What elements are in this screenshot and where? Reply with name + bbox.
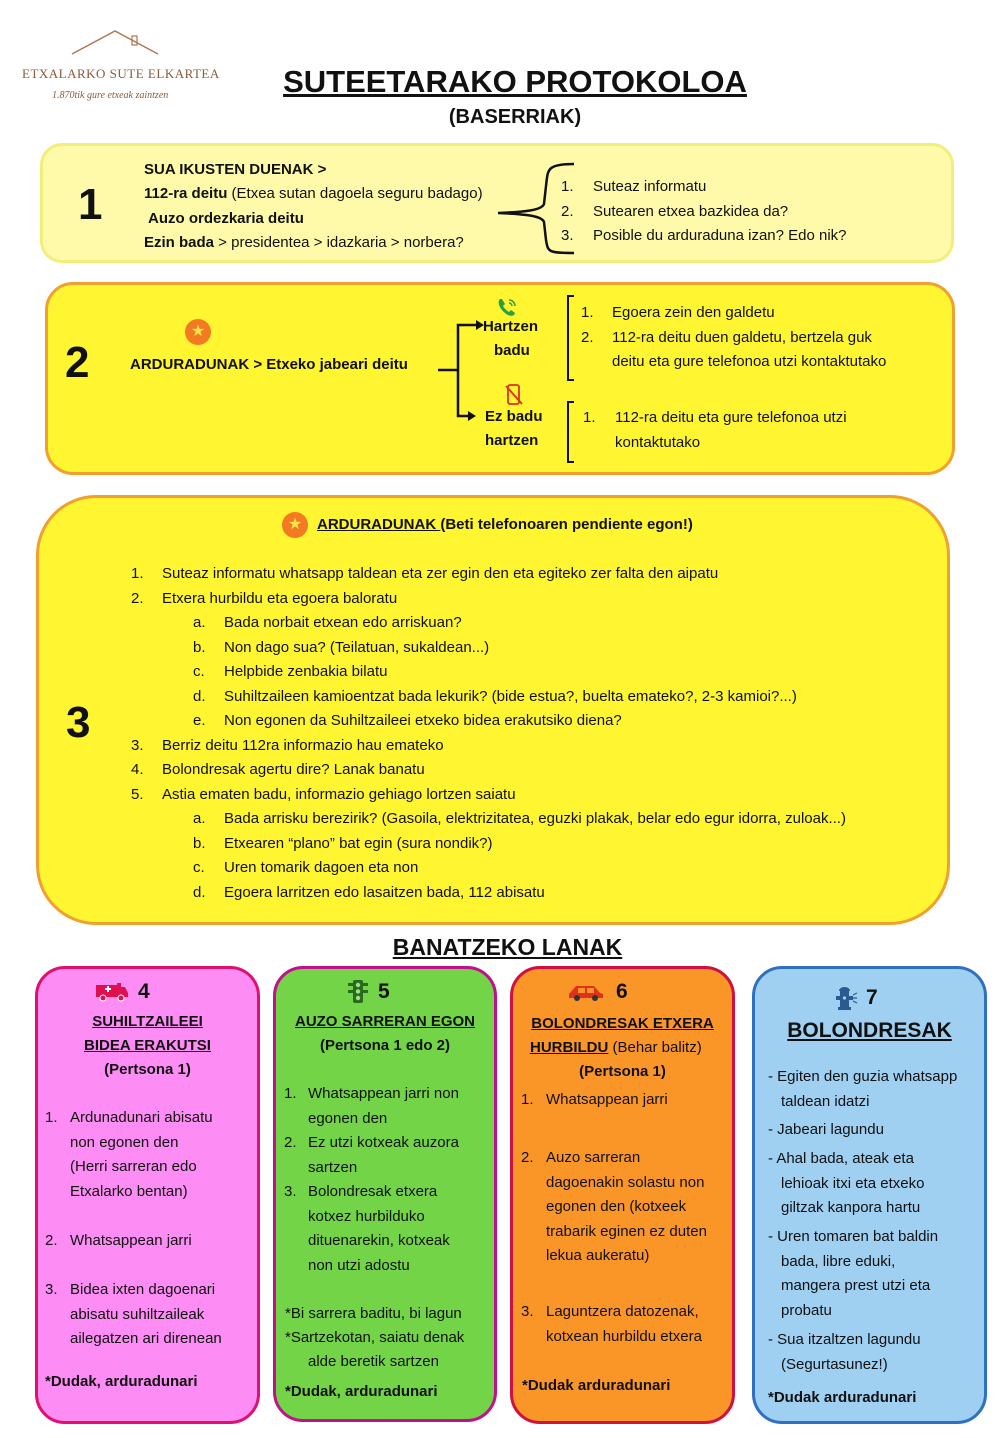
card4-item-number: 2. — [45, 1232, 58, 1249]
step1-line3: Auzo ordezkaria deitu — [148, 210, 304, 227]
card7-item-line: bada, libre eduki, — [781, 1252, 896, 1270]
step3-item-number: b. — [193, 638, 206, 656]
card7-item-line: (Segurtasunez!) — [781, 1355, 888, 1373]
step3-item: Helpbide zenbakia bilatu — [224, 663, 388, 680]
step1-item-number: 3. — [561, 227, 574, 244]
card4-item-line: Etxalarko bentan) — [70, 1182, 188, 1200]
card-6-title2: HURBILDU — [530, 1039, 609, 1056]
page-subtitle: (BASERRIAK) — [448, 106, 582, 128]
step3-heading-underlined: ARDURADUNAK — [317, 516, 441, 533]
card6-item-line: lekua aukeratu) — [546, 1247, 650, 1264]
card-6-title2-line — [530, 1036, 702, 1060]
card5-item-line: Ez utzi kotxeak auzora — [308, 1134, 459, 1151]
step1-line4-rest: > presidentea > idazkaria > norbera? — [214, 234, 464, 251]
step3-item-number: a. — [193, 810, 206, 827]
step2-number: 2 — [65, 338, 90, 387]
card6-item-number: 2. — [521, 1149, 534, 1166]
phone-off-icon — [505, 384, 523, 406]
card5-item-line: dituenarekin, kotxeak — [308, 1232, 450, 1249]
traffic-light-icon — [347, 979, 369, 1005]
step3-item: Bada norbait etxean edo arriskuan? — [224, 614, 462, 631]
card4-item-line: ailegatzen ari direnean — [70, 1330, 222, 1347]
card6-item-line: dagoenakin solastu non — [546, 1173, 705, 1191]
step1-line2-rest: (Etxea sutan dagoela seguru badago) — [227, 185, 483, 202]
card7-item-line: - Egiten den guzia whatsapp — [768, 1068, 958, 1085]
card6-item-line: Auzo sarreran — [546, 1149, 641, 1166]
card-4-note: *Dudak, arduradunari — [45, 1373, 198, 1390]
step1-item: Suteaz informatu — [593, 178, 707, 195]
step2-no-item-number: 1. — [583, 409, 596, 426]
card-6-who: (Pertsona 1) — [579, 1063, 666, 1080]
step2-no-item: 112-ra deitu eta gure telefonoa utzi — [615, 409, 847, 426]
branch-yes-line2: badu — [494, 342, 530, 359]
step1-item: Sutearen etxea bazkidea da? — [593, 202, 789, 220]
card5-item-line: non utzi adostu — [308, 1256, 410, 1274]
step3-heading — [317, 513, 693, 537]
step1-line1: SUA IKUSTEN DUENAK > — [144, 161, 327, 178]
card7-item-line: lehioak itxi eta etxeko — [781, 1174, 925, 1192]
card-4-number: 4 — [138, 980, 150, 1003]
card5-item-line: sartzen — [308, 1158, 358, 1176]
card5-item-line: Whatsappean jarri non — [308, 1085, 459, 1102]
card7-item-line: giltzak kanpora hartu — [781, 1199, 921, 1216]
page-title: SUTEETARAKO PROTOKOLOA — [283, 64, 747, 99]
step3-item-number: 4. — [131, 761, 144, 778]
fire-hydrant-icon — [832, 985, 858, 1011]
card6-item-line: Whatsappean jarri — [546, 1091, 668, 1108]
card7-item-line: - Uren tomaren bat baldin — [768, 1228, 939, 1245]
step2-no-item: kontaktutako — [615, 433, 701, 451]
card6-item-line: Laguntzera datozenak, — [546, 1303, 699, 1320]
card6-item-line: trabarik eginen ez duten — [546, 1222, 707, 1240]
step1-line4 — [144, 231, 464, 255]
card-5-extra1: *Bi sarrera baditu, bi lagun — [285, 1305, 462, 1322]
card4-item-line: Whatsappean jarri — [70, 1232, 192, 1249]
step1-number: 1 — [78, 180, 103, 229]
card5-item-line: kotxez hurbilduko — [308, 1207, 425, 1225]
step3-item-number: d. — [193, 883, 206, 901]
card-4-title1: SUHILTZAILEEI — [92, 1013, 203, 1030]
card7-item-line: - Jabeari lagundu — [768, 1121, 884, 1138]
card7-item-line: mangera prest utzi eta — [781, 1277, 931, 1294]
step3-item: Etxera hurbildu eta egoera baloratu — [162, 589, 398, 607]
step3-item: Bada arrisku berezirik? (Gasoila, elektrizitatea, eguzki plakak, belar edo egur idorra, zuloak...) — [224, 810, 846, 827]
card7-item-line: taldean idatzi — [781, 1092, 870, 1110]
card7-item-line: - Sua itzaltzen lagundu — [768, 1331, 921, 1348]
card7-item-line: - Ahal bada, ateak eta — [768, 1150, 914, 1167]
step3-item-number: c. — [193, 859, 205, 876]
branch-yes-line1: Hartzen — [483, 318, 539, 335]
card6-item-number: 1. — [521, 1091, 534, 1108]
step3-item-number: b. — [193, 834, 206, 852]
step2-branch-arrows-icon — [436, 318, 486, 422]
step2-yes-item: deitu eta gure telefonoa utzi kontaktutako — [612, 353, 887, 370]
card-7-note: *Dudak arduradunari — [768, 1389, 917, 1406]
step3-item-number: 2. — [131, 589, 144, 607]
logo-tagline: 1.870tik gure etxeak zaintzen — [52, 90, 169, 101]
fire-truck-icon — [95, 980, 129, 1002]
card5-item-number: 1. — [284, 1085, 297, 1102]
step1-item: Posible du arduraduna izan? Edo nik? — [593, 227, 847, 244]
step1-item-number: 2. — [561, 202, 574, 220]
branch-no-line1: Ez badu — [485, 408, 543, 425]
card4-item-line: (Herri sarreran edo — [70, 1158, 197, 1175]
step3-item: Suhiltzaileen kamioentzat bada lekurik? (bide estua?, buelta emateko?, 2-3 kamioi?...) — [224, 687, 797, 705]
step2-yes-bracket-icon — [560, 294, 576, 382]
card6-item-number: 3. — [521, 1303, 534, 1320]
step3-item-number: e. — [193, 712, 206, 729]
step1-line2 — [144, 182, 483, 206]
step1-item-number: 1. — [561, 178, 574, 195]
card5-item-line: egonen den — [308, 1109, 388, 1127]
step2-yes-item-number: 1. — [581, 304, 594, 321]
section-title: BANATZEKO LANAK — [392, 934, 623, 960]
card-6-note: *Dudak arduradunari — [522, 1377, 671, 1394]
step1-line2-bold: 112-ra deitu — [144, 185, 228, 202]
card4-item-number: 3. — [45, 1281, 58, 1298]
star-icon: ★ — [185, 319, 211, 345]
step3-item: Bolondresak agertu dire? Lanak banatu — [162, 761, 425, 778]
step3-item-number: 3. — [131, 736, 144, 754]
step2-main: ARDURADUNAK > Etxeko jabeari deitu — [130, 356, 408, 373]
car-icon — [568, 982, 604, 1002]
card-5-extra2a: *Sartzekotan, saiatu denak — [285, 1329, 465, 1346]
card-4-title2: BIDEA ERAKUTSI — [84, 1037, 211, 1054]
step3-item: Non dago sua? (Teilatuan, sukaldean...) — [224, 638, 490, 656]
step3-item-number: d. — [193, 687, 206, 705]
step3-item: Suteaz informatu whatsapp taldean eta zer egin den eta egiteko zer falta den aipatu — [162, 565, 719, 582]
card4-item-number: 1. — [45, 1109, 58, 1126]
card-5-number: 5 — [378, 980, 390, 1003]
step3-item: Egoera larritzen edo lasaitzen bada, 112 abisatu — [224, 883, 545, 901]
step2-yes-item-number: 2. — [581, 328, 594, 346]
step3-item-number: 1. — [131, 565, 144, 582]
card-5-title1: AUZO SARRERAN EGON — [294, 1013, 475, 1030]
logo-roof-icon — [70, 28, 160, 58]
step1-line4-bold: Ezin bada — [144, 234, 215, 251]
card7-item-line: probatu — [781, 1301, 832, 1319]
step3-item-number: c. — [193, 663, 205, 680]
step3-item: Uren tomarik dagoen eta non — [224, 859, 419, 876]
card-4-who: (Pertsona 1) — [104, 1061, 191, 1078]
card-7-title1: BOLONDRESAK — [787, 1019, 952, 1042]
card-6-title1: BOLONDRESAK ETXERA — [531, 1015, 714, 1032]
card-6-title2-rest: (Behar balitz) — [608, 1039, 702, 1056]
step3-item: Non egonen da Suhiltzaileei etxeko bidea erakutsiko diena? — [224, 712, 622, 729]
step2-no-bracket-icon — [560, 400, 576, 464]
card5-item-number: 3. — [284, 1183, 297, 1200]
card4-item-line: Ardunadunari abisatu — [70, 1109, 213, 1126]
card4-item-line: non egonen den — [70, 1133, 179, 1151]
card4-item-line: Bidea ixten dagoenari — [70, 1281, 216, 1298]
branch-no-line2: hartzen — [485, 432, 539, 449]
step2-yes-item: Egoera zein den galdetu — [612, 304, 775, 321]
step3-item: Berriz deitu 112ra informazio hau emateko — [162, 736, 444, 754]
card-7-number: 7 — [866, 986, 878, 1009]
step3-item: Etxearen “plano” bat egin (sura nondik?) — [224, 834, 493, 852]
card-5-note: *Dudak, arduradunari — [285, 1383, 438, 1400]
card-5-extra2b: alde beretik sartzen — [308, 1353, 439, 1370]
step3-heading-rest: (Beti telefonoaren pendiente egon!) — [440, 516, 693, 533]
star-icon: ★ — [282, 512, 308, 538]
card5-item-line: Bolondresak etxera — [308, 1183, 438, 1200]
step3-item-number: a. — [193, 614, 206, 631]
step3-number: 3 — [66, 698, 91, 747]
step3-item: Astia ematen badu, informazio gehiago lortzen saiatu — [162, 785, 516, 803]
logo-name: ETXALARKO SUTE ELKARTEA — [22, 66, 220, 81]
card5-item-number: 2. — [284, 1134, 297, 1151]
card-6-number: 6 — [616, 980, 628, 1003]
step3-item-number: 5. — [131, 785, 144, 803]
card-5-who: (Pertsona 1 edo 2) — [319, 1037, 451, 1054]
card6-item-line: egonen den (kotxeek — [546, 1198, 687, 1215]
card4-item-line: abisatu suhiltzaileak — [70, 1305, 205, 1323]
step2-yes-item: 112-ra deitu duen galdetu, bertzela guk — [612, 328, 872, 346]
card6-item-line: kotxean hurbildu etxera — [546, 1327, 702, 1345]
